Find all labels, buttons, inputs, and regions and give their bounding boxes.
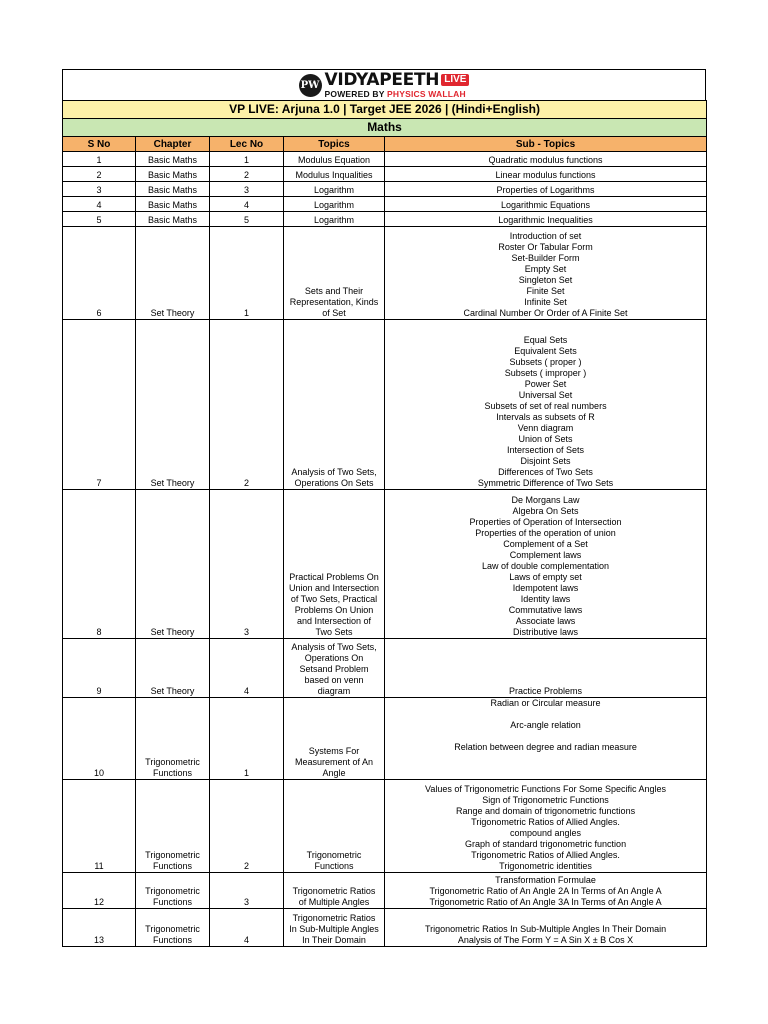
cell-topic: Trigonometric Functions	[284, 780, 385, 873]
cell-topic: Logarithm	[284, 197, 385, 212]
subject-title: Maths	[63, 119, 707, 137]
cell-lec-no: 4	[210, 909, 284, 947]
cell-lec-no: 4	[210, 197, 284, 212]
subject-row	[63, 119, 707, 137]
cell-sno: 6	[63, 227, 136, 320]
cell-lec-no: 5	[210, 212, 284, 227]
course-title: VP LIVE: Arjuna 1.0 | Target JEE 2026 | (Hindi+English)	[63, 101, 707, 119]
cell-lec-no: 1	[210, 227, 284, 320]
cell-sub-topics: Properties of Logarithms	[385, 182, 707, 197]
cell-chapter: Basic Maths	[136, 197, 210, 212]
table-row	[63, 197, 707, 212]
cell-lec-no: 2	[210, 320, 284, 490]
cell-sno: 13	[63, 909, 136, 947]
cell-topic: Logarithm	[284, 182, 385, 197]
cell-sno: 9	[63, 639, 136, 698]
brand-name: VIDYAPEETH	[324, 69, 440, 90]
cell-sub-topics: Quadratic modulus functions	[385, 152, 707, 167]
column-header-sub-topics: Sub - Topics	[385, 137, 707, 152]
cell-topic: Sets and Their Representation, Kinds of Set	[284, 227, 385, 320]
table-row	[63, 909, 707, 947]
cell-sno: 12	[63, 873, 136, 909]
table-row	[63, 873, 707, 909]
table-row	[63, 152, 707, 167]
cell-lec-no: 3	[210, 182, 284, 197]
cell-topic: Analysis of Two Sets, Operations On Sets	[284, 320, 385, 490]
powered-prefix: POWERED BY	[324, 88, 385, 99]
column-header-chapter: Chapter	[136, 137, 210, 152]
cell-lec-no: 2	[210, 780, 284, 873]
cell-sub-topics: Introduction of set Roster Or Tabular Form Set-Builder Form Empty Set Singleton Set Finite Set Infinite Set Cardinal Number Or Order of A Finite Set	[385, 227, 707, 320]
cell-chapter: Basic Maths	[136, 212, 210, 227]
cell-sub-topics: Practice Problems	[385, 639, 707, 698]
cell-chapter: Trigonometric Functions	[136, 698, 210, 780]
cell-topic: Trigonometric Ratios of Multiple Angles	[284, 873, 385, 909]
cell-sub-topics: De Morgans Law Algebra On Sets Properties of Operation of Intersection Properties of the operation of union Complement of a Set Complement laws Law of double complementation Laws of empty set Idempotent laws Identity laws Commutative laws Associate laws Distributive laws	[385, 490, 707, 639]
cell-topic: Analysis of Two Sets, Operations On Setsand Problem based on venn diagram	[284, 639, 385, 698]
column-header-sno: S No	[63, 137, 136, 152]
logo-banner	[62, 69, 706, 100]
cell-topic: Modulus Equation	[284, 152, 385, 167]
cell-sno: 3	[63, 182, 136, 197]
cell-topic: Systems For Measurement of An Angle	[284, 698, 385, 780]
cell-sub-topics: Transformation Formulae Trigonometric Ratio of An Angle 2A In Terms of An Angle A Trigonometric Ratio of An Angle 3A In Terms of An Angle A	[385, 873, 707, 909]
cell-chapter: Set Theory	[136, 639, 210, 698]
cell-chapter: Trigonometric Functions	[136, 873, 210, 909]
column-header-lec-no: Lec No	[210, 137, 284, 152]
cell-chapter: Basic Maths	[136, 167, 210, 182]
table-row	[63, 639, 707, 698]
cell-chapter: Set Theory	[136, 227, 210, 320]
powered-by-line	[325, 90, 470, 99]
cell-sno: 1	[63, 152, 136, 167]
cell-chapter: Set Theory	[136, 490, 210, 639]
cell-sub-topics: Logarithmic Equations	[385, 197, 707, 212]
cell-chapter: Trigonometric Functions	[136, 909, 210, 947]
table-row	[63, 490, 707, 639]
table-row	[63, 167, 707, 182]
live-badge: LIVE	[441, 74, 469, 86]
cell-topic: Logarithm	[284, 212, 385, 227]
cell-sno: 11	[63, 780, 136, 873]
cell-sno: 5	[63, 212, 136, 227]
cell-sub-topics: Equal Sets Equivalent Sets Subsets ( proper ) Subsets ( improper ) Power Set Universal Set Subsets of set of real numbers Intervals as subsets of R Venn diagram Union of Sets Intersection of Sets Disjoint Sets Differences of Two Sets Symmetric Difference of Two Sets	[385, 320, 707, 490]
pw-logo-icon: PW	[299, 74, 322, 97]
cell-lec-no: 3	[210, 490, 284, 639]
cell-sno: 2	[63, 167, 136, 182]
cell-lec-no: 4	[210, 639, 284, 698]
table-row	[63, 182, 707, 197]
cell-chapter: Basic Maths	[136, 152, 210, 167]
table-row	[63, 320, 707, 490]
cell-lec-no: 1	[210, 152, 284, 167]
schedule-sheet	[62, 69, 706, 947]
column-header-topics: Topics	[284, 137, 385, 152]
header-row	[63, 137, 707, 152]
cell-chapter: Basic Maths	[136, 182, 210, 197]
table-row	[63, 212, 707, 227]
title-row	[63, 101, 707, 119]
cell-topic: Modulus Inqualities	[284, 167, 385, 182]
cell-chapter: Set Theory	[136, 320, 210, 490]
cell-chapter: Trigonometric Functions	[136, 780, 210, 873]
cell-topic: Trigonometric Ratios In Sub-Multiple Angles In Their Domain	[284, 909, 385, 947]
table-row	[63, 227, 707, 320]
powered-brand: PHYSICS WALLAH	[387, 88, 466, 99]
table-row	[63, 780, 707, 873]
cell-sno: 10	[63, 698, 136, 780]
cell-topic: Practical Problems On Union and Intersection of Two Sets, Practical Problems On Union and Intersection of Two Sets	[284, 490, 385, 639]
logo-wordmark	[324, 69, 470, 99]
cell-sno: 4	[63, 197, 136, 212]
cell-sub-topics: Logarithmic Inequalities	[385, 212, 707, 227]
lecture-table	[62, 100, 707, 947]
cell-sub-topics: Values of Trigonometric Functions For Some Specific Angles Sign of Trigonometric Functions Range and domain of trigonometric functions Trigonometric Ratios of Allied Angles. compound angles Graph of standard trigonometric function Trigonometric Ratios of Allied Angles. Trigonometric identities	[385, 780, 707, 873]
cell-sub-topics: Trigonometric Ratios In Sub-Multiple Angles In Their Domain Analysis of The Form Y = A Sin X ± B Cos X	[385, 909, 707, 947]
cell-sub-topics: Linear modulus functions	[385, 167, 707, 182]
cell-sub-topics: Radian or Circular measure Arc-angle relation Relation between degree and radian measure	[385, 698, 707, 780]
cell-lec-no: 1	[210, 698, 284, 780]
cell-sno: 7	[63, 320, 136, 490]
cell-lec-no: 3	[210, 873, 284, 909]
cell-lec-no: 2	[210, 167, 284, 182]
table-row	[63, 698, 707, 780]
cell-sno: 8	[63, 490, 136, 639]
